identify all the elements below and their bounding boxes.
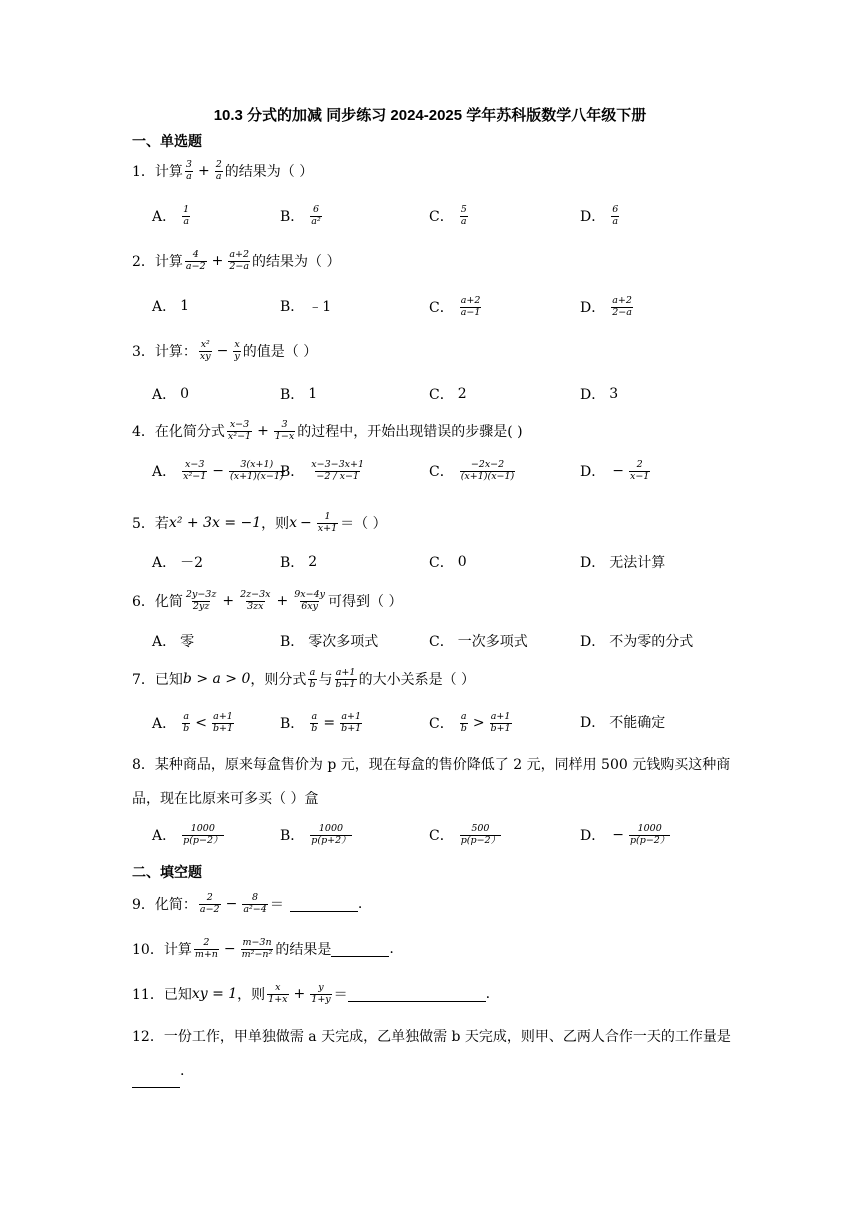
option-c[interactable]: C． $\frac{5}{a}$ xyxy=(429,204,467,227)
option-d[interactable]: D． 3 xyxy=(580,386,619,403)
option-b[interactable]: B． $\frac{6}{\text{a²}}$ xyxy=(280,204,321,227)
question-11: 11． 已知 xy = 1 ，则 $\frac{x}{1+x}$ + $\frac{y}{1+y}$ ＝ . xyxy=(132,982,491,1005)
option-d[interactable]: D． 无法计算 xyxy=(580,555,666,571)
option-b[interactable]: B． $\frac{a}{b}$ = $\frac{a+1}{b+1}$ xyxy=(280,711,362,734)
option-d[interactable]: D． $\frac{6}{a}$ xyxy=(580,204,619,227)
question-8: 8．某种商品，原来每盒售价为 p 元，现在每盒的售价降低了 2 元，同样用 500 元钱购买这种商品，现在比原来可多买（ ）盒 xyxy=(132,757,731,807)
fraction: $\frac{3}{a}$ xyxy=(185,159,192,182)
option-c[interactable]: C． 2 xyxy=(429,386,467,403)
option-d[interactable]: D． − $\frac{1000}{p(p-2)}$ xyxy=(580,823,670,846)
question-9: 9． 化简： $\frac{2}{a-2}$ − $\frac{8}{\text{a²−4}}$ ＝ . xyxy=(132,892,363,915)
question-1: 1． 计算 $\frac{3}{a}$ + $\frac{2}{a}$ 的结果为（ ） xyxy=(132,159,314,182)
option-a[interactable]: A． 1 xyxy=(152,298,190,315)
option-c[interactable]: C． $\frac{500}{p(p-2)}$ xyxy=(429,823,501,846)
option-a[interactable]: A． 零 xyxy=(152,634,195,650)
question-5: 5． 若 x² + 3x = −1 ，则 x − $\frac{1}{x+1}$ ＝（ ） xyxy=(132,511,387,534)
option-d[interactable]: D． 不为零的分式 xyxy=(580,634,694,650)
question-12: 12．一份工作，甲单独做需 a 天完成，乙单独做需 b 天完成，则甲、乙两人合作一天的工作量是. xyxy=(132,1020,732,1088)
option-d[interactable]: D． − $\frac{2}{x-1}$ xyxy=(580,459,650,482)
option-a[interactable]: A． －2 xyxy=(152,555,204,571)
option-a[interactable]: A． $\frac{1}{a}$ xyxy=(152,204,190,227)
question-number: 1． xyxy=(132,164,155,181)
option-a[interactable]: A． 0 xyxy=(152,386,190,403)
question-3: 3． 计算： $\frac{\text{x²}}{xy}$ − $\frac{x}{y}$ 的值是（ ） xyxy=(132,339,318,362)
option-a[interactable]: A． $\frac{x-3}{\text{x²−1}}$ − $\frac{3(x+1)}{(x+1)(x-1)}$ xyxy=(152,459,284,482)
option-c[interactable]: C． 一次多项式 xyxy=(429,634,528,650)
question-suffix: 的结果为（ ） xyxy=(224,164,314,181)
question-2: 2． 计算 $\frac{4}{a-2}$ + $\frac{a+2}{2-a}$ 的结果为（ ） xyxy=(132,249,341,272)
page-title: 10.3 分式的加减 同步练习 2024-2025 学年苏科版数学八年级下册 xyxy=(213,107,647,124)
answer-blank[interactable] xyxy=(331,942,389,957)
question-6: 6． 化简 $\frac{2y-3z}{2yz}$ + $\frac{2z-3x}{3zx}$ + $\frac{9x-4y}{6xy}$ 可得到（ ） xyxy=(132,589,403,612)
option-b[interactable]: B． $\frac{x-3-3x+1}{-2 / x-1}$ xyxy=(280,459,365,482)
option-a[interactable]: A． $\frac{1000}{p(p-2)}$ xyxy=(152,823,223,846)
option-a[interactable]: A． $\frac{a}{b}$ < $\frac{a+1}{b+1}$ xyxy=(152,711,234,734)
option-c[interactable]: C． 0 xyxy=(429,554,467,571)
option-b[interactable]: B． 2 xyxy=(280,554,318,571)
answer-blank[interactable] xyxy=(290,897,358,912)
option-c[interactable]: C． $\frac{a+2}{a-1}$ xyxy=(429,295,481,318)
option-c[interactable]: C． $\frac{-2x-2}{(x+1)(x-1)}$ xyxy=(429,459,515,482)
section-fill-in: 二、填空题 xyxy=(132,864,202,880)
option-b[interactable]: B． 1 xyxy=(280,386,318,403)
answer-blank[interactable] xyxy=(348,987,486,1002)
option-b[interactable]: B． $\frac{1000}{p(p+2)}$ xyxy=(280,823,351,846)
question-10: 10． 计算 $\frac{2}{m+n}$ − $\frac{m-3n}{\text{m²−n²}}$ 的结果是 . xyxy=(132,937,394,960)
answer-blank[interactable] xyxy=(132,1073,180,1088)
fraction: $\frac{2}{a}$ xyxy=(215,159,222,182)
option-b[interactable]: B． ﹣1 xyxy=(280,299,332,315)
question-4: 4． 在化简分式 $\frac{x-3}{\text{x²−1}}$ + $\frac{3}{1-x}$ 的过程中，开始出现错误的步骤是( ) xyxy=(132,419,523,442)
option-c[interactable]: C． $\frac{a}{b}$ > $\frac{a+1}{b+1}$ xyxy=(429,711,511,734)
option-d[interactable]: D． 不能确定 xyxy=(580,715,666,731)
option-b[interactable]: B． 零次多项式 xyxy=(280,634,379,650)
question-7: 7． 已知 b > a > 0 ，则分式 $\frac{a}{b}$ 与 $\frac{a+1}{b+1}$ 的大小关系是（ ） xyxy=(132,667,476,690)
question-prefix: 计算 xyxy=(154,164,183,181)
option-d[interactable]: D． $\frac{a+2}{2-a}$ xyxy=(580,295,632,318)
section-single-choice: 一、单选题 xyxy=(132,133,202,149)
